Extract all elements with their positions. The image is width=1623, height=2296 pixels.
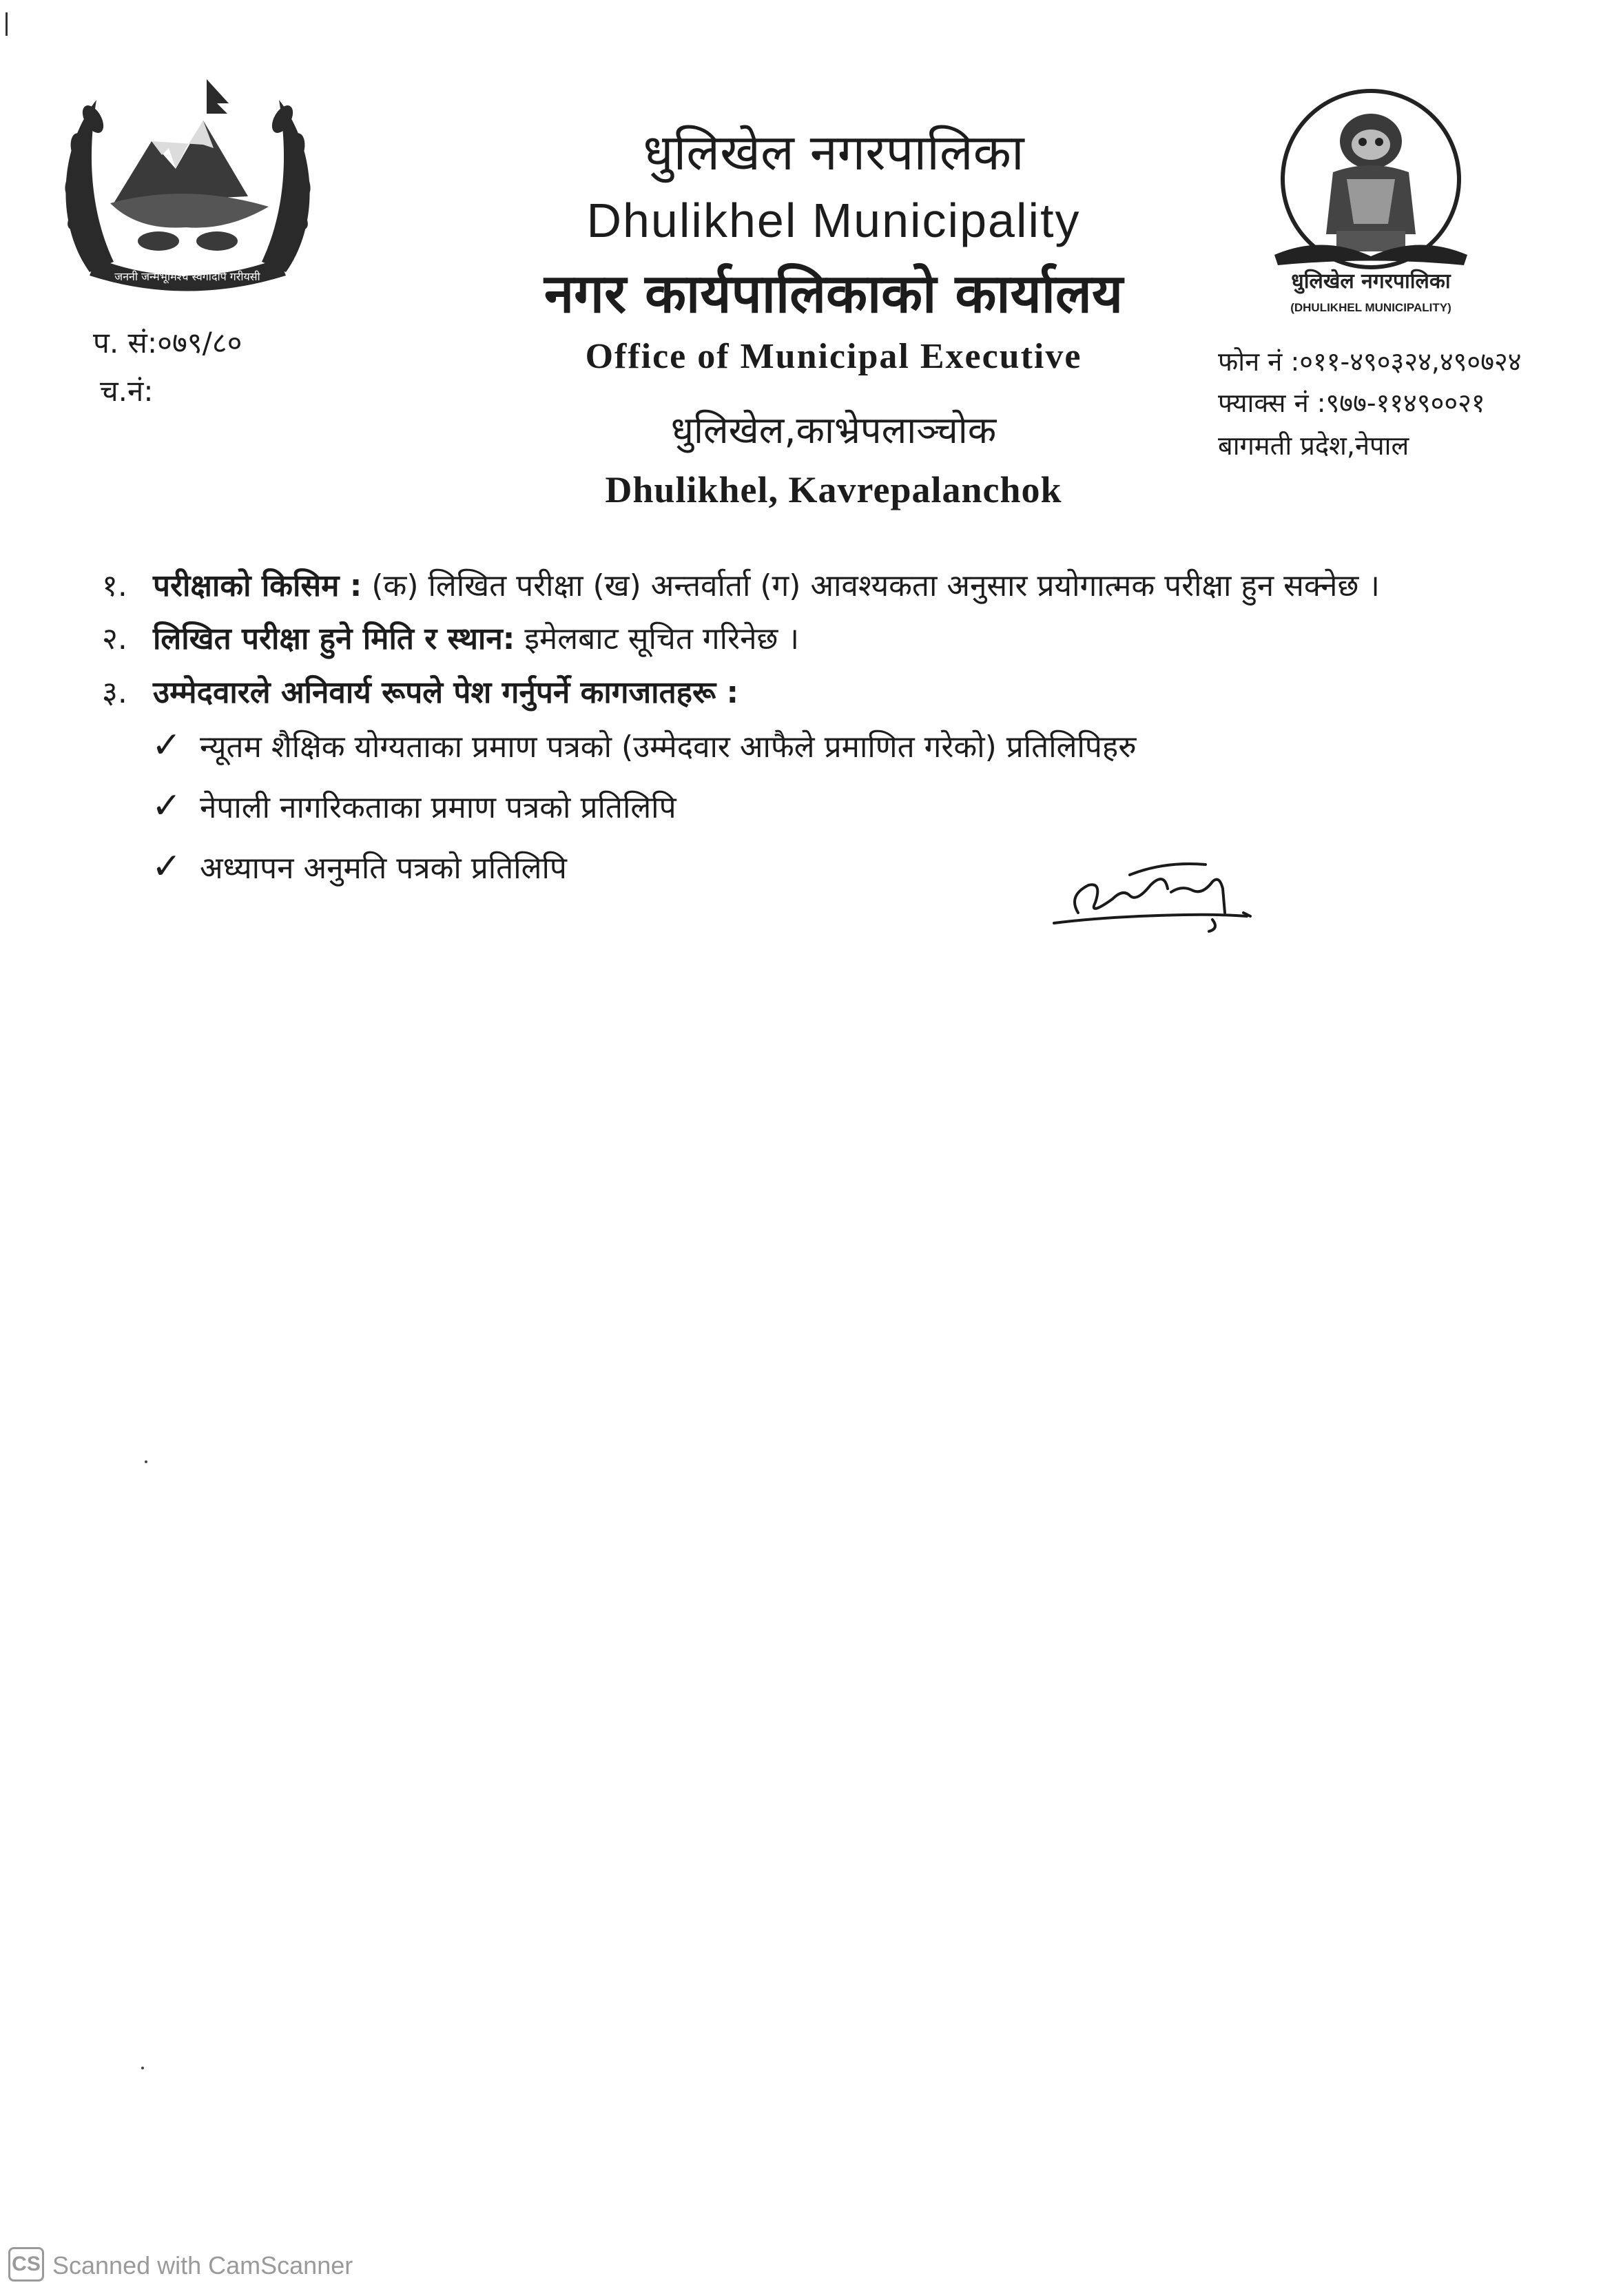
list-item: [153, 617, 799, 658]
municipality-name-np: धुलिखेल नगरपालिका: [643, 123, 1024, 181]
office-name-np: नगर कार्यपालिकाको कार्यालय: [544, 263, 1124, 325]
scan-speck: [141, 2067, 144, 2069]
item-text: इमेलबाट सूचित गरिनेछ ।: [515, 621, 799, 656]
check-icon: ✓: [152, 725, 182, 766]
document-item: अध्यापन अनुमति पत्रको प्रतिलिपि: [200, 851, 567, 886]
scan-speck: [145, 1460, 147, 1463]
item-text: (क) लिखित परीक्षा (ख) अन्तर्वार्ता (ग) आवश्यकता अनुसार प्रयोगात्मक परीक्षा हुन सक्नेछ ।: [362, 568, 1380, 603]
svg-text:जननी जन्मभूमिश्च स्वर्गादपि गर: जननी जन्मभूमिश्च स्वर्गादपि गरीयसी: [114, 270, 260, 283]
camscanner-logo-icon: CS: [8, 2247, 44, 2282]
dispatch-number: च.नं:: [100, 374, 154, 408]
item-heading: उम्मेदवारले अनिवार्य रूपले पेश गर्नुपर्ने कागजातहरू :: [153, 675, 739, 710]
municipality-name-en: Dhulikhel Municipality: [586, 194, 1081, 247]
check-icon: ✓: [152, 846, 182, 887]
address-en: Dhulikhel, Kavrepalanchok: [605, 469, 1062, 510]
office-name-en: Office of Municipal Executive: [585, 337, 1082, 376]
svg-text:धुलिखेल नगरपालिका: धुलिखेल नगरपालिका: [1291, 269, 1451, 293]
document-item: नेपाली नागरिकताका प्रमाण पत्रको प्रतिलिपि: [200, 790, 676, 825]
svg-text:(DHULIKHEL MUNICIPALITY): (DHULIKHEL MUNICIPALITY): [1290, 301, 1451, 314]
fax-number: फ्याक्स नं :९७७-११४९००२१: [1218, 388, 1485, 418]
address-np: धुलिखेल,काभ्रेपलाञ्चोक: [670, 408, 997, 452]
phone-number: फोन नं :०११-४९०३२४,४९०७२४: [1218, 347, 1522, 377]
list-item: [153, 670, 738, 712]
scan-edge-mark: [6, 12, 8, 36]
item-heading: लिखित परीक्षा हुने मिति र स्थान:: [153, 621, 515, 656]
dhulikhel-municipality-logo-icon: [1268, 76, 1488, 324]
item-heading: परीक्षाको किसिम :: [153, 568, 362, 603]
handwritten-signature-icon: [1047, 847, 1268, 937]
check-icon: ✓: [152, 785, 182, 827]
item-number: १.: [102, 568, 127, 603]
camscanner-watermark: Scanned with CamScanner: [52, 2251, 353, 2279]
item-number: ३.: [102, 675, 127, 710]
item-number: २.: [102, 621, 127, 656]
letter-number: प. सं:०७९/८०: [93, 326, 242, 360]
province-location: बागमती प्रदेश,नेपाल: [1218, 431, 1409, 461]
list-item: [153, 563, 1380, 605]
nepal-government-emblem-icon: [48, 65, 327, 293]
document-item: न्यूतम शैक्षिक योग्यताका प्रमाण पत्रको (उम्मेदवार आफैले प्रमाणित गरेको) प्रतिलिपिहरु: [200, 730, 1137, 765]
